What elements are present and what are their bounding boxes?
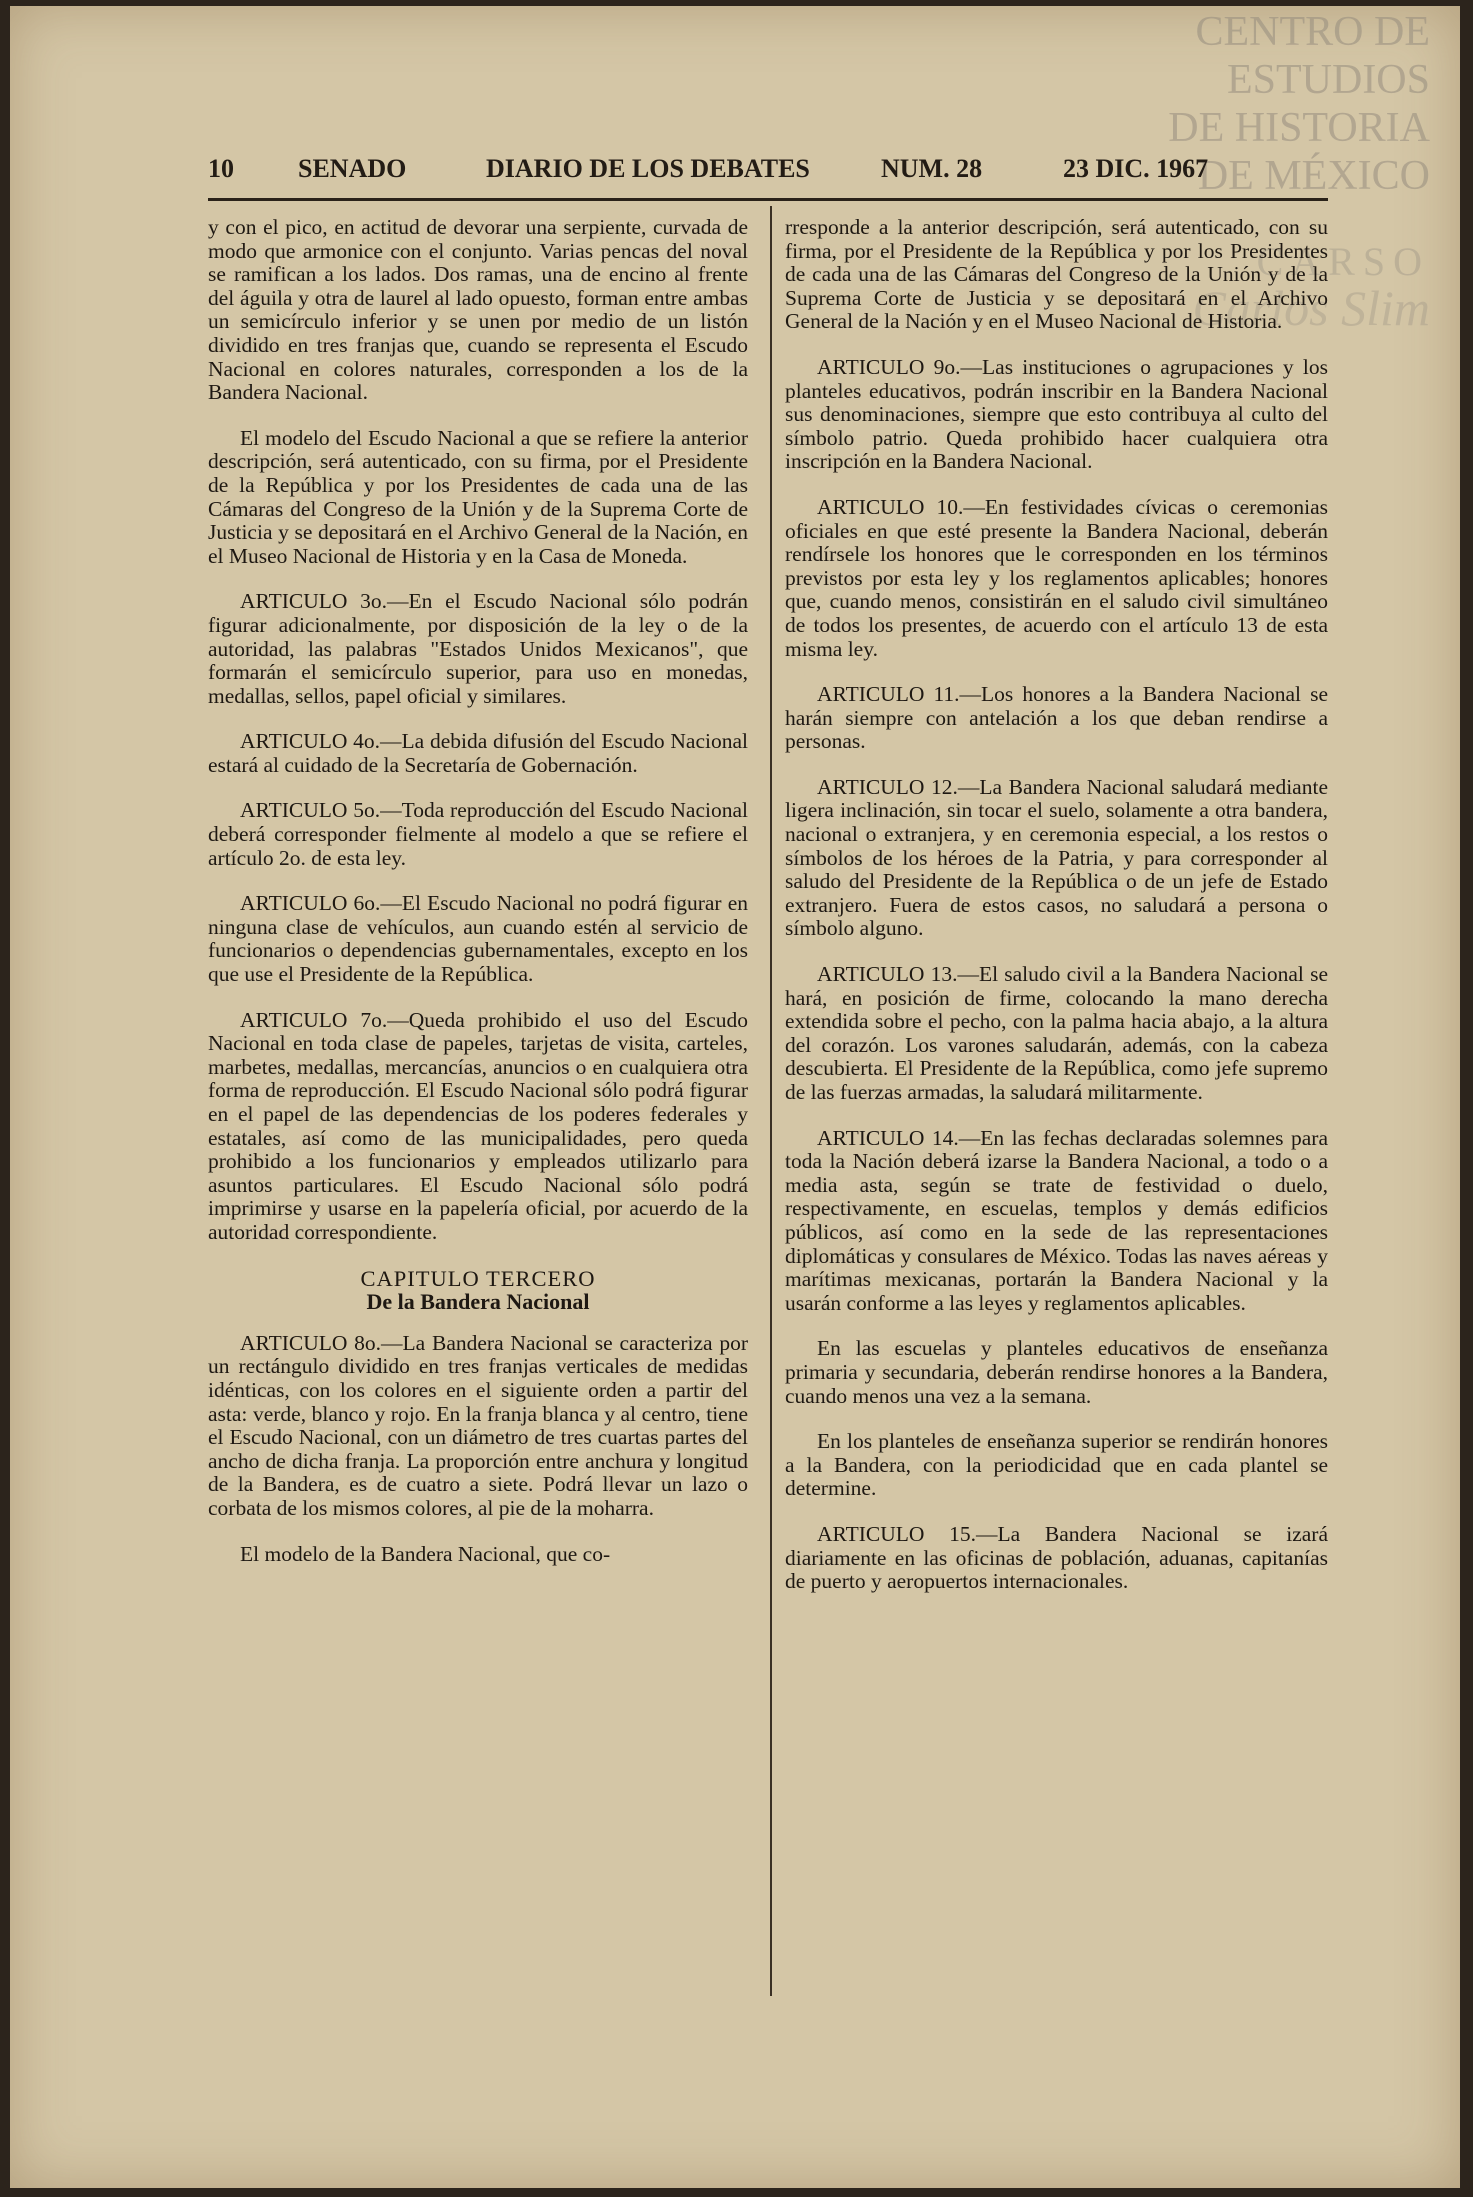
article-6: ARTICULO 6o.—El Escudo Nacional no podrá figurar en ninguna clase de vehículos, aun cuando estén al servicio de funcionarios o dependencias gubernamentales, excepto en los que use el Presidente de la República. bbox=[208, 891, 748, 987]
paragraph: El modelo de la Bandera Nacional, que co- bbox=[240, 1541, 611, 1566]
paragraph: El modelo del Escudo Nacional a que se refiere la anterior descripción, será autenticado, con su firma, por el Presidente de la República y por los Presidentes de cada una de las Cámaras del Congreso de la Unión y de la Suprema Corte de Justicia y se depositará en el Archivo General de la Nación, en el Museo Nacional de Historia y en la Casa de Moneda. bbox=[208, 425, 748, 568]
column-divider bbox=[770, 206, 772, 1996]
right-column bbox=[785, 216, 1328, 1616]
chapter-title: CAPITULO TERCERO bbox=[360, 1265, 596, 1291]
article-7: ARTICULO 7o.—Queda prohibido el uso del Escudo Nacional en toda clase de papeles, tarjetas de visita, carteles, marbetes, medallas, mercancías, anuncios o en cualquiera otra forma de reproducción. El Escudo Nacional sólo podrá figurar en el papel de las dependencias de los poderes federales y estatales, así como de las municipalidades, pero queda prohibido a los funcionarios y empleados utilizarlo para asuntos particulares. El Escudo Nacional sólo podrá imprimirse y usarse en la papelería oficial, por acuerdo de la autoridad correspondiente. bbox=[208, 1007, 748, 1244]
watermark-sub: CARSO bbox=[1256, 239, 1430, 284]
article-11: ARTICULO 11.—Los honores a la Bandera Nacional se harán siempre con antelación a los que deban rendirse a personas. bbox=[785, 682, 1328, 754]
header-number: NUM. 28 bbox=[881, 154, 983, 183]
article-5: ARTICULO 5o.—Toda reproducción del Escudo Nacional deberá corresponder fielmente al modelo a que se refiere el artículo 2o. de esta ley. bbox=[208, 798, 748, 870]
left-column bbox=[208, 216, 748, 1588]
page-header bbox=[208, 154, 1208, 194]
document-page bbox=[10, 6, 1460, 2188]
chapter-subtitle: De la Bandera Nacional bbox=[366, 1289, 590, 1315]
paragraph: En las escuelas y planteles educativos de enseñanza primaria y secundaria, deberán rendirse honores a la Bandera, cuando menos una vez a la semana. bbox=[785, 1336, 1328, 1408]
article-14: ARTICULO 14.—En las fechas declaradas solemnes para toda la Nación deberá izarse la Bandera Nacional, a todo o a media asta, según se trate de festividad o duelo, respectivamente, en escuelas, templos y demás edificios públicos, así como en la sede de las representaciones diplomáticas y consulares de México. Todas las naves aéreas y marítimas mexicanas, portarán la Bandera Nacional y la usarán conforme a las leyes y reglamentos aplicables. bbox=[785, 1125, 1328, 1315]
article-12: ARTICULO 12.—La Bandera Nacional saludará mediante ligera inclinación, sin tocar el suelo, solamente a otra bandera, nacional o extranjera, y en ceremonia especial, a los restos o símbolos de los héroes de la Patria, y para corresponder al saludo del Presidente de la República o de un jefe de Estado extranjero. Fuera de estos casos, no saludará a persona o símbolo alguno. bbox=[785, 774, 1328, 941]
watermark-line: CENTRO DE bbox=[1195, 9, 1430, 55]
article-4: ARTICULO 4o.—La debida difusión del Escudo Nacional estará al cuidado de la Secretaría de Gobernación. bbox=[208, 729, 748, 777]
article-10: ARTICULO 10.—En festividades cívicas o ceremonias oficiales en que esté presente la Bandera Nacional, deberán rendírsele los honores que le corresponden en los términos previstos por esta ley y los reglamentos aplicables; honores que, cuando menos, consistirán en el saludo civil simultáneo de todos los presentes, de acuerdo con el artículo 13 de esta misma ley. bbox=[785, 494, 1328, 661]
watermark-line: DE MÉXICO bbox=[1197, 153, 1430, 199]
article-9: ARTICULO 9o.—Las instituciones o agrupaciones y los planteles educativos, podrán inscribir en la Bandera Nacional sus denominaciones, siempre que esto contribuya al culto del símbolo patrio. Queda prohibido hacer cualquiera otra inscripción en la Bandera Nacional. bbox=[785, 354, 1328, 474]
header-chamber: SENADO bbox=[298, 154, 407, 183]
watermark-line: DE HISTORIA bbox=[1168, 105, 1430, 151]
header-date: 23 DIC. 1967 bbox=[1063, 154, 1209, 183]
chapter-heading bbox=[208, 1267, 748, 1314]
watermark-line: ESTUDIOS bbox=[1226, 57, 1430, 103]
article-15: ARTICULO 15.—La Bandera Nacional se izará diariamente en las oficinas de población, aduanas, capitanías de puerto y aeropuertos internacionales. bbox=[785, 1521, 1328, 1594]
article-8: ARTICULO 8o.—La Bandera Nacional se caracteriza por un rectángulo dividido en tres franjas verticales de medidas idénticas, con los colores en el siguiente orden a partir del asta: verde, blanco y rojo. En la franja blanca y al centro, tiene el Escudo Nacional, con un diámetro de tres cuartas partes del ancho de dicha franja. La proporción entre anchura y longitud de la Bandera, es de cuatro a siete. Podrá llevar un lazo o corbata de los mismos colores, al pie de la moharra. bbox=[208, 1330, 748, 1520]
article-3: ARTICULO 3o.—En el Escudo Nacional sólo podrán figurar adicionalmente, por disposición de la ley o de la autoridad, las palabras "Estados Unidos Mexicanos", que formarán el semicírculo superior, para uso en monedas, medallas, sellos, papel oficial y similares. bbox=[208, 589, 748, 708]
paragraph: rresponde a la anterior descripción, será autenticado, con su firma, por el Presidente de la República y por los Presidentes de cada una de las Cámaras del Congreso de la Unión y de la Suprema Corte de Justicia y se depositará en el Archivo General de la Nación y en el Museo Nacional de Historia. bbox=[785, 215, 1328, 334]
paragraph: En los planteles de enseñanza superior se rendirán honores a la Bandera, con la periodicidad que en cada plantel se determine. bbox=[785, 1429, 1328, 1501]
article-13: ARTICULO 13.—El saludo civil a la Bandera Nacional se hará, en posición de firme, colocando la mano derecha extendida sobre el pecho, con la palma hacia abajo, a la altura del corazón. Los varones saludarán, además, con la cabeza descubierta. El Presidente de la República, como jefe supremo de las fuerzas armadas, la saludará militarmente. bbox=[785, 962, 1328, 1104]
watermark-signature: Carlos Slim bbox=[1192, 280, 1430, 336]
paragraph: y con el pico, en actitud de devorar una serpiente, curvada de modo que armonice con el conjunto. Varias pencas del noval se ramifican a los lados. Dos ramas, una de encino al frente del águila y otra de laurel al lado opuesto, forman entre ambas un semicírculo inferior y se unen por medio de un listón dividido en tres franjas que, cuando se representa el Escudo Nacional en colores naturales, corresponden a los de la Bandera Nacional. bbox=[208, 215, 748, 405]
header-title: DIARIO DE LOS DEBATES bbox=[486, 154, 810, 183]
header-rule bbox=[208, 198, 1328, 201]
page-number: 10 bbox=[208, 154, 234, 183]
